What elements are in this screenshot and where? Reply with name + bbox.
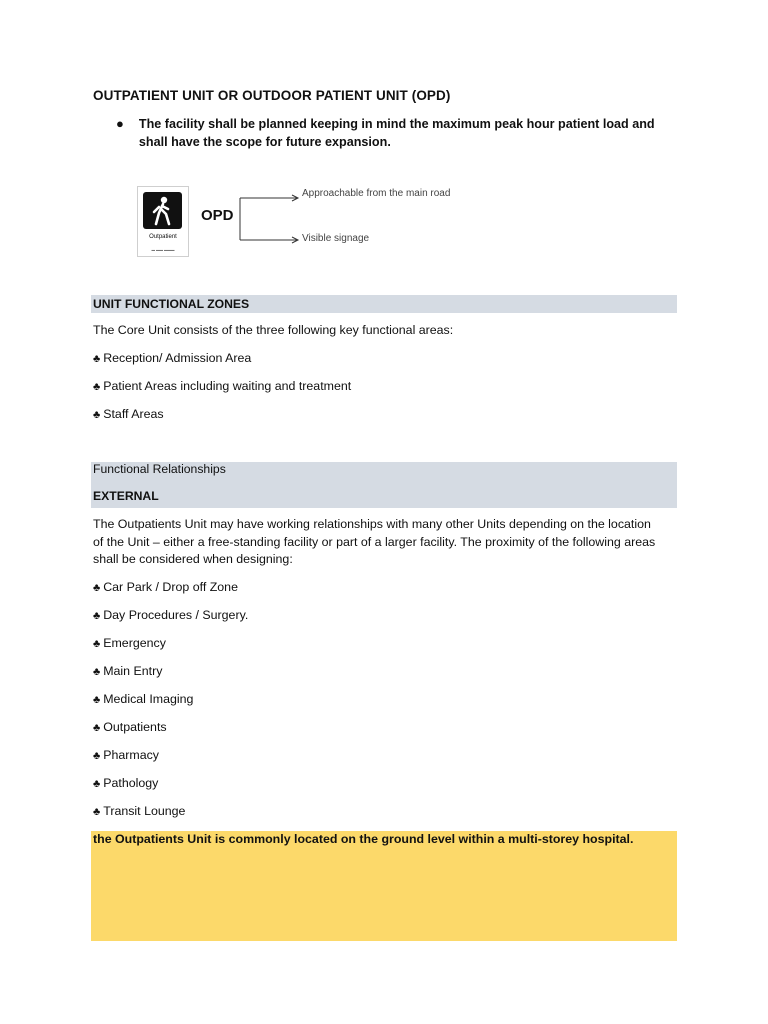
list-item: ♣ Transit Lounge: [93, 804, 186, 818]
list-item: ♣ Car Park / Drop off Zone: [93, 580, 238, 594]
page-title: OUTPATIENT UNIT OR OUTDOOR PATIENT UNIT (OPD): [93, 88, 451, 103]
highlighted-note-box: [91, 831, 677, 941]
relationships-heading: Functional Relationships: [93, 462, 226, 476]
list-item: ♣ Pharmacy: [93, 748, 159, 762]
list-item: ♣ Medical Imaging: [93, 692, 194, 706]
arrow-label-road: Approachable from the main road: [302, 188, 451, 199]
sign-label: Outpatient: [149, 234, 177, 240]
club-bullet-icon: ♣: [93, 353, 101, 365]
opd-label: OPD: [201, 207, 234, 224]
club-bullet-icon: ♣: [93, 582, 101, 594]
list-item: ♣ Pathology: [93, 776, 159, 790]
arrow-label-signage: Visible signage: [302, 233, 370, 244]
highlighted-note: the Outpatients Unit is commonly located on the ground level within a multi-storey hospital.: [93, 832, 634, 846]
relationships-subheading: EXTERNAL: [93, 489, 159, 503]
opd-figure: [137, 186, 503, 258]
list-item: ♣ Main Entry: [93, 664, 163, 678]
club-bullet-icon: ♣: [93, 610, 101, 622]
club-bullet-icon: ♣: [93, 409, 101, 421]
list-item: ♣ Emergency: [93, 636, 166, 650]
sign-fine-print-icon: ▬ ▬▬ ▬▬▬: [151, 248, 175, 252]
list-item: ♣ Outpatients: [93, 720, 167, 734]
club-bullet-icon: ♣: [93, 694, 101, 706]
club-bullet-icon: ♣: [93, 722, 101, 734]
list-item: ♣ Staff Areas: [93, 407, 164, 421]
club-bullet-icon: ♣: [93, 666, 101, 678]
list-item: ♣ Day Procedures / Surgery.: [93, 608, 249, 622]
club-bullet-icon: ♣: [93, 750, 101, 762]
intro-bullet-text: The facility shall be planned keeping in mind the maximum peak hour patient load and shall have the scope for future expansion.: [138, 117, 655, 149]
club-bullet-icon: ♣: [93, 778, 101, 790]
intro-bullet: [116, 115, 676, 151]
zones-intro: The Core Unit consists of the three following key functional areas:: [93, 323, 454, 337]
relationships-paragraph: The Outpatients Unit may have working relationships with many other Units depending on the location of the Unit – either a free-standing facility or part of a larger facility. The proximity of the following areas shall be considered when designing:: [93, 517, 656, 566]
list-item: ♣ Reception/ Admission Area: [93, 351, 252, 365]
list-item: ♣ Patient Areas including waiting and treatment: [93, 379, 352, 393]
bullet-dot-icon: ●: [116, 116, 124, 131]
club-bullet-icon: ♣: [93, 638, 101, 650]
club-bullet-icon: ♣: [93, 806, 101, 818]
club-bullet-icon: ♣: [93, 381, 101, 393]
zones-heading: UNIT FUNCTIONAL ZONES: [93, 297, 250, 311]
